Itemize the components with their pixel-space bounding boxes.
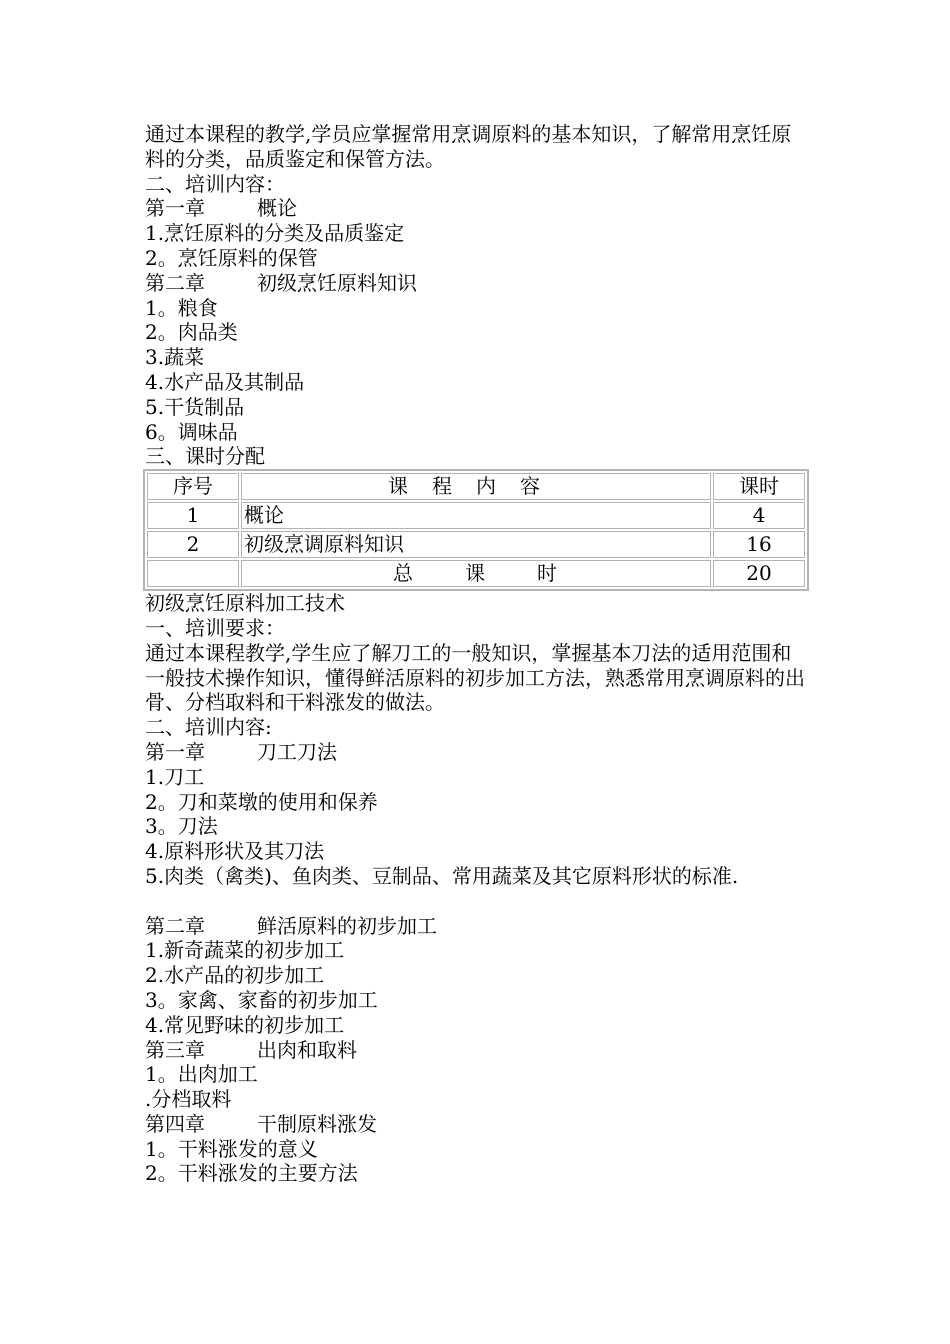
course1-chapter-1-heading <box>145 196 825 221</box>
list-item: 5.肉类（禽类)、鱼肉类、豆制品、常用蔬菜及其它原料形状的标准. <box>145 863 739 888</box>
chapter-title: 初级烹饪原料知识 <box>257 270 417 295</box>
course1-objective: 通过本课程的教学,学员应掌握常用烹调原料的基本知识，了解常用烹饪原料的分类，品质鉴定和保管方法。 <box>145 122 792 171</box>
course1-hours-heading: 三、课时分配 <box>145 444 265 469</box>
list-item: 1.刀工 <box>145 764 205 789</box>
chapter-title: 鲜活原料的初步加工 <box>257 913 437 938</box>
cell-content: 概论 <box>241 502 711 529</box>
course2-objective: 通过本课程教学,学生应了解刀工的一般知识，掌握基本刀法的适用范围和一般技术操作知识，懂得鲜活原料的初步加工方法，熟悉常用烹调原料的出骨、分档取料和干料涨发的做法。 <box>145 640 805 715</box>
chapter-title: 干制原料涨发 <box>257 1111 377 1136</box>
chapter-number: 第二章 <box>145 270 205 295</box>
cell-hours: 4 <box>713 502 805 529</box>
list-item: 4.常见野味的初步加工 <box>145 1012 345 1037</box>
course2-chapter-3-heading <box>145 1038 825 1063</box>
header-seq: 序号 <box>147 473 239 500</box>
list-item: 1。出肉加工 <box>145 1062 258 1087</box>
course2-chapter-2-heading <box>145 914 825 939</box>
course2-content-heading: 二、培训内容: <box>145 715 272 740</box>
total-char: 时 <box>537 561 559 586</box>
header-hours: 课时 <box>713 473 805 500</box>
course2-chapter-4-heading <box>145 1112 825 1137</box>
chapter-number: 第一章 <box>145 196 205 221</box>
list-item: .分档取料 <box>145 1087 232 1112</box>
total-char: 课 <box>465 561 487 586</box>
blank-line <box>145 889 825 914</box>
list-item: 2。肉品类 <box>145 320 238 345</box>
table-row <box>147 502 805 529</box>
list-item: 4.水产品及其制品 <box>145 369 305 394</box>
chapter-title: 出肉和取料 <box>257 1037 357 1062</box>
chapter-number: 第二章 <box>145 913 205 938</box>
table-row <box>147 531 805 558</box>
hours-table <box>143 469 809 591</box>
chapter-number: 第三章 <box>145 1037 205 1062</box>
list-item: 1.新奇蔬菜的初步加工 <box>145 938 345 963</box>
list-item: 3。家禽、家畜的初步加工 <box>145 987 378 1012</box>
course1-content-heading: 二、培训内容： <box>145 171 285 196</box>
chapter-title: 概论 <box>257 196 297 221</box>
total-label <box>241 560 711 587</box>
cell-seq: 1 <box>147 502 239 529</box>
document-page <box>145 122 825 1186</box>
header-char: 容 <box>520 474 542 499</box>
list-item: 2.水产品的初步加工 <box>145 963 325 988</box>
list-item: 1。粮食 <box>145 295 218 320</box>
table-header-row <box>147 473 805 500</box>
total-char: 总 <box>393 561 415 586</box>
list-item: 5.干货制品 <box>145 394 245 419</box>
course2-req-heading: 一、培训要求： <box>145 615 285 640</box>
list-item: 3。刀法 <box>145 814 218 839</box>
chapter-number: 第一章 <box>145 739 205 764</box>
total-hours: 20 <box>713 560 805 587</box>
list-item: 4.原料形状及其刀法 <box>145 839 325 864</box>
header-char: 课 <box>388 474 410 499</box>
cell-seq-empty <box>147 560 239 587</box>
list-item: 2。刀和菜墩的使用和保养 <box>145 789 378 814</box>
course2-title: 初级烹饪原料加工技术 <box>145 591 345 616</box>
list-item: 1。干料涨发的意义 <box>145 1136 318 1161</box>
cell-hours: 16 <box>713 531 805 558</box>
course1-chapter-2-heading <box>145 271 825 296</box>
course2-chapter-1-heading <box>145 740 825 765</box>
header-char: 内 <box>476 474 498 499</box>
list-item: 3.蔬菜 <box>145 345 205 370</box>
chapter-number: 第四章 <box>145 1111 205 1136</box>
list-item: 1.烹饪原料的分类及品质鉴定 <box>145 221 405 246</box>
cell-seq: 2 <box>147 531 239 558</box>
header-char: 程 <box>432 474 454 499</box>
list-item: 2。干料涨发的主要方法 <box>145 1161 358 1186</box>
table-total-row <box>147 560 805 587</box>
list-item: 6。调味品 <box>145 419 238 444</box>
cell-content: 初级烹调原料知识 <box>241 531 711 558</box>
header-content <box>241 473 711 500</box>
chapter-title: 刀工刀法 <box>257 739 337 764</box>
list-item: 2。烹饪原料的保管 <box>145 245 318 270</box>
